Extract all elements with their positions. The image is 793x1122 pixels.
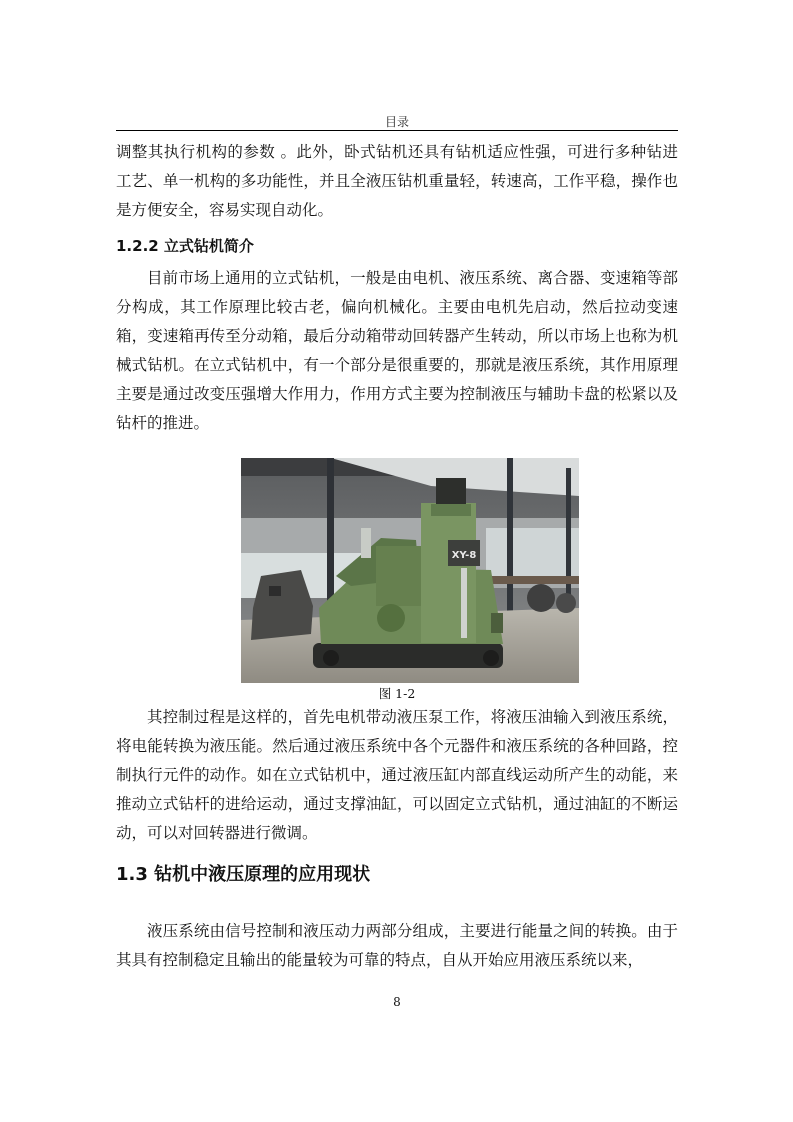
paragraph-vertical-drill: 目前市场上通用的立式钻机，一般是由电机、液压系统、离合器、变速箱等部分构成，其工作原理比较古老，偏向机械化。主要由电机先启动，然后拉动变速箱，变速箱再传至分动箱，最后分动箱带动回转器产生转动，所以市场上也称为机械式钻机。在立式钻机中，有一个部分是很重要的，那就是液压系统，其作用原理主要是通过改变压强增大作用力，作用方式主要为控制液压与辅助卡盘的松紧以及钻杆的推进。 bbox=[116, 269, 678, 432]
paragraph-hydraulic-system: 液压系统由信号控制和液压动力两部分组成，主要进行能量之间的转换。由于其具有控制稳定且输出的能量较为可靠的特点，自从开始应用液压系统以来， bbox=[116, 922, 678, 969]
page-number: 8 bbox=[393, 995, 401, 1009]
drilling-rig-photo bbox=[241, 458, 579, 683]
paragraph-intro-continuation: 调整其执行机构的参数 。此外，卧式钻机还具有钻机适应性强，可进行多种钻进工艺、单一机构的多功能性，并且全液压钻机重量轻，转速高，工作平稳，操作也是方便安全，容易实现自动化。 bbox=[116, 143, 678, 219]
paragraph-control-process: 其控制过程是这样的，首先电机带动液压泵工作，将液压油输入到液压系统，将电能转换为液压能。然后通过液压系统中各个元器件和液压系统的各种回路，控制执行元件的动作。如在立式钻机中，通过液压缸内部直线运动所产生的动能，来推动立式钻杆的进给运动，通过支撑油缸，可以固定立式钻机，通过油缸的不断运动，可以对回转器进行微调。 bbox=[116, 708, 678, 842]
section-heading-1-2-2: 1.2.2 立式钻机简介 bbox=[116, 237, 254, 255]
figure-caption: 图 1-2 bbox=[378, 686, 416, 701]
running-header: 目录 bbox=[384, 115, 409, 129]
machine-model-label: XY-8 bbox=[451, 550, 477, 561]
section-heading-1-3: 1.3 钻机中液压原理的应用现状 bbox=[116, 864, 371, 885]
header-rule bbox=[116, 130, 678, 131]
